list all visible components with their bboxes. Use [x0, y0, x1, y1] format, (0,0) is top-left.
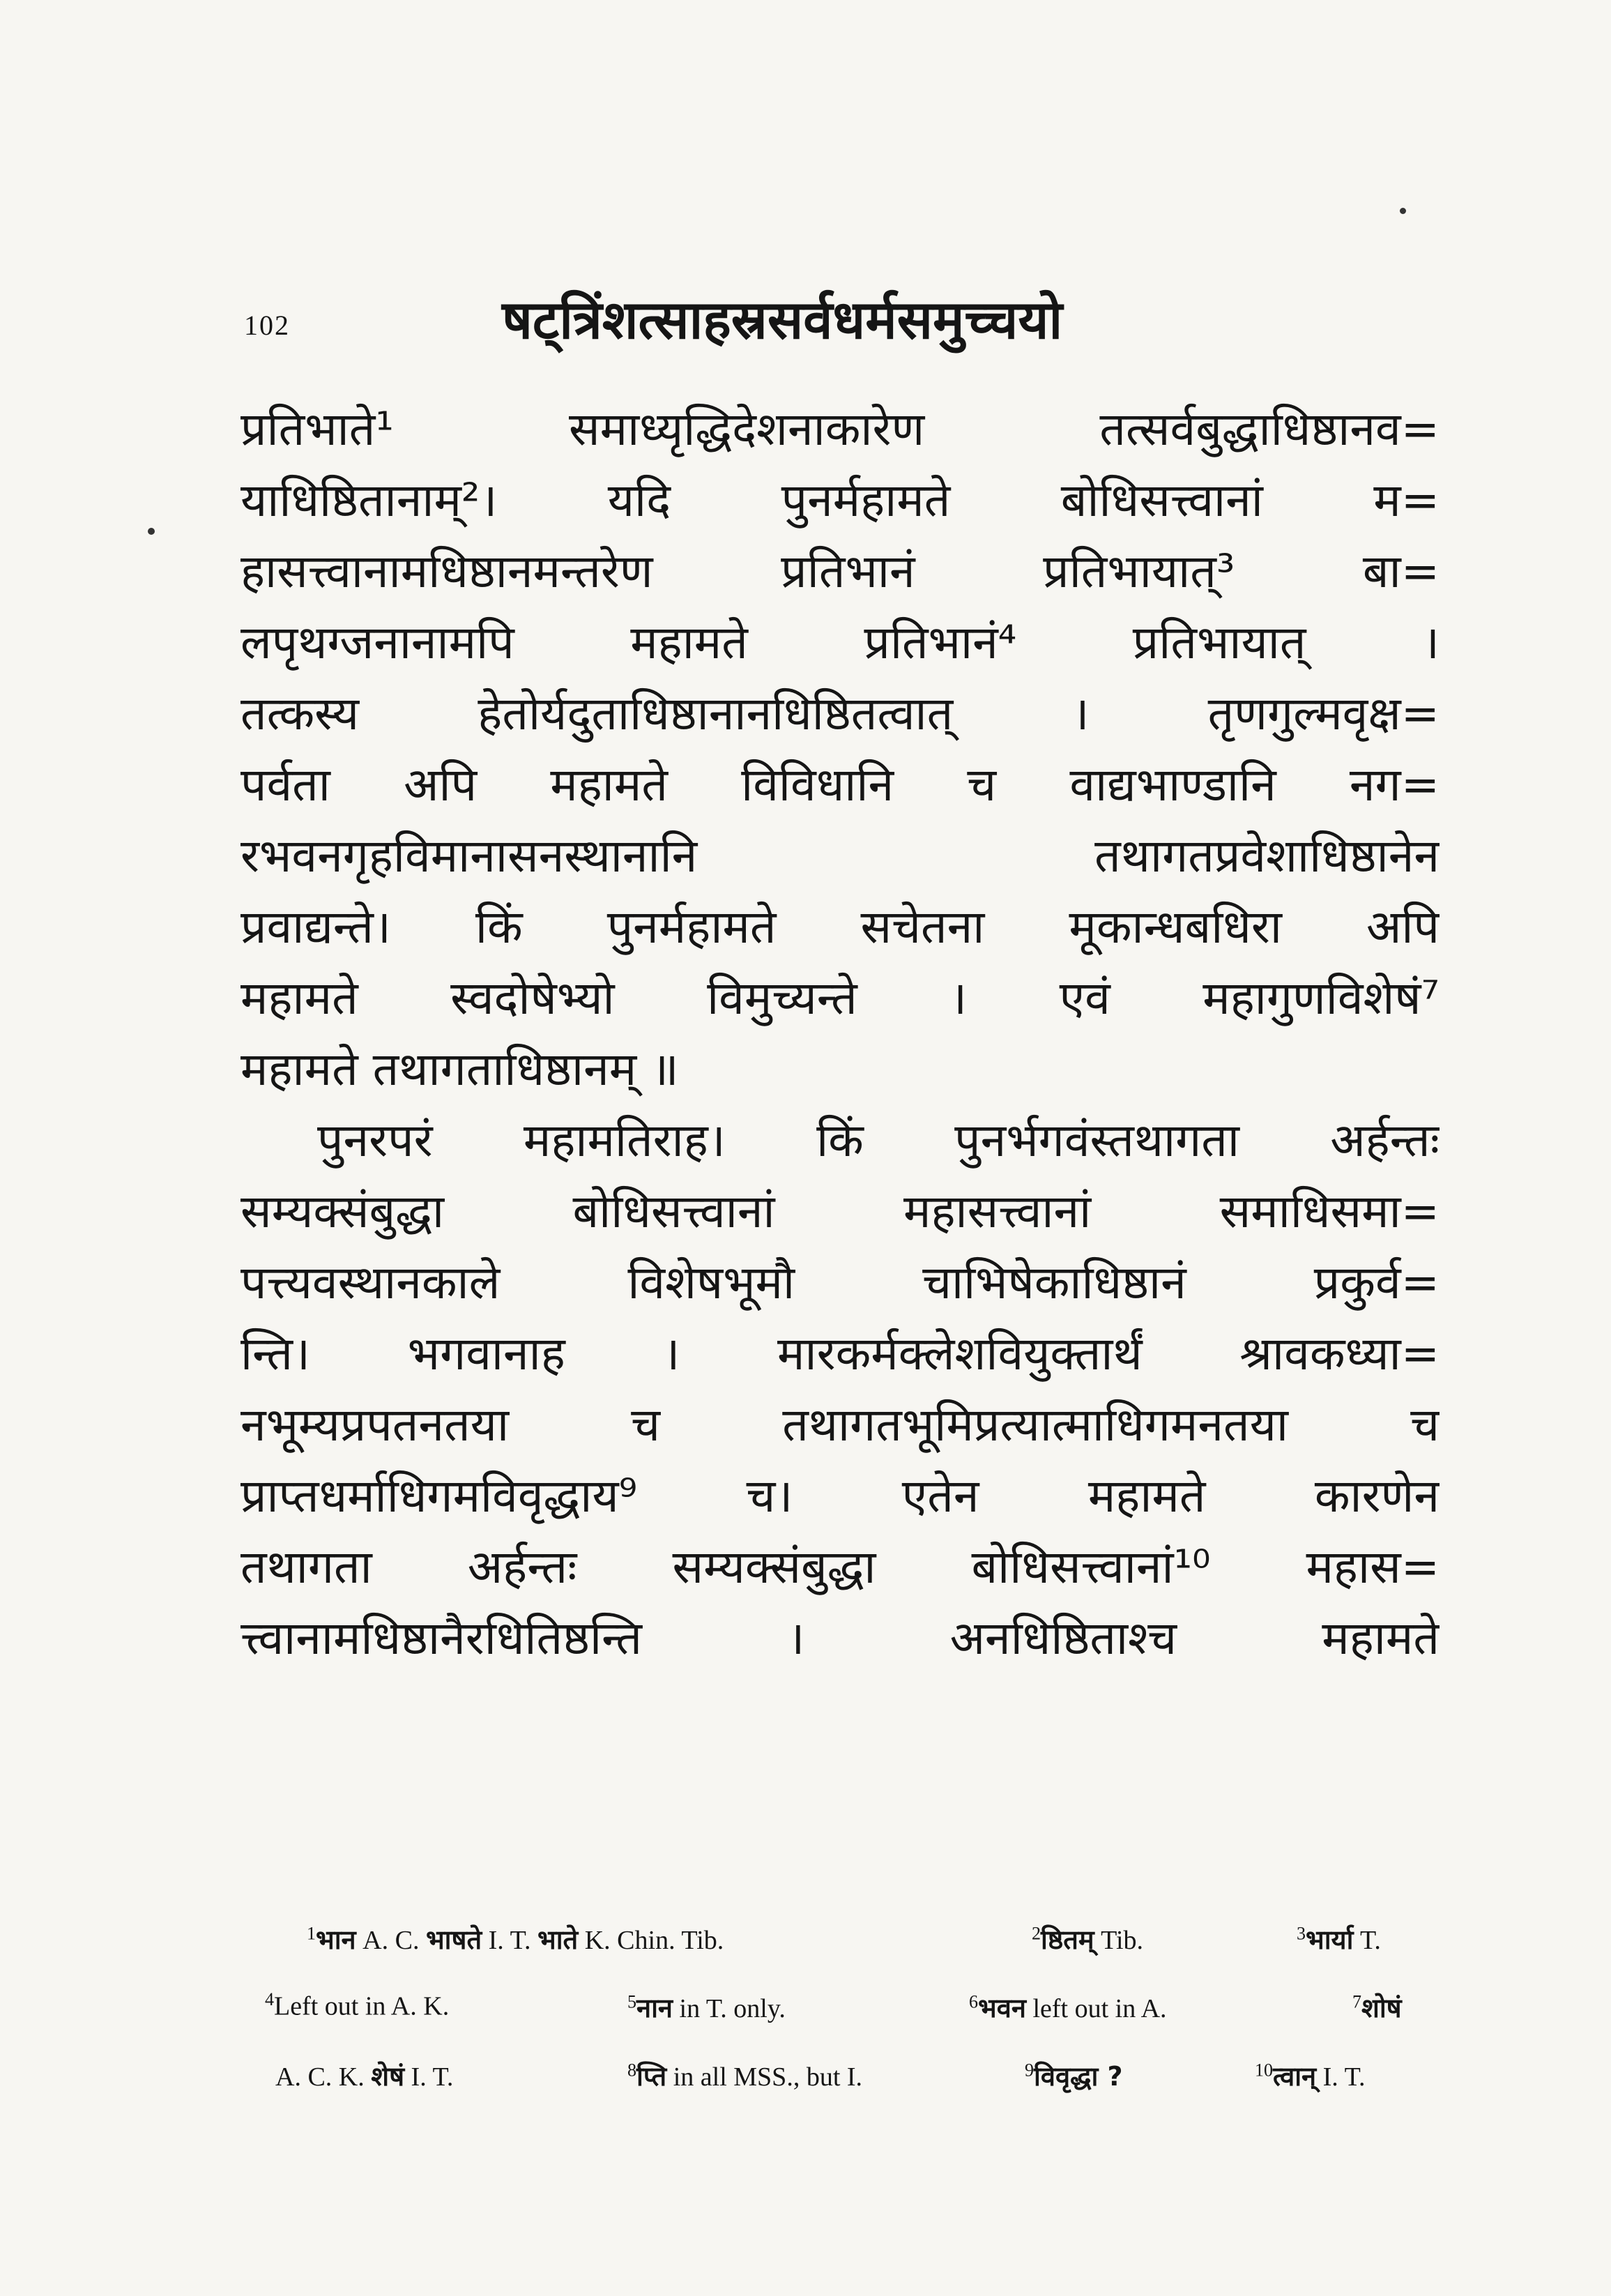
footnote-7: $^7$शोषं: [1352, 1991, 1402, 2023]
text-line: हासत्त्वानामधिष्ठानमन्तरेण प्रतिभानं प्रतिभायात्³ बा=: [240, 545, 1440, 598]
text-line: याधिष्ठितानाम्²। यदि पुनर्महामते बोधिसत्त्वानां म=: [240, 473, 1440, 527]
footnote-2: $^2$ष्ठितम् Tib.: [1032, 1923, 1144, 1955]
footnote-3: $^3$भार्या T.: [1297, 1923, 1381, 1955]
footnote-10: $^{10}$त्वान् I. T.: [1255, 2060, 1366, 2092]
text-line: नभूम्यप्रपतनतया च तथागतभूमिप्रत्यात्माधिगमनतया च: [240, 1398, 1440, 1452]
footnote-9: $^9$विवृद्धा ?: [1025, 2060, 1123, 2092]
body-text: [240, 401, 1440, 1681]
footnote-row: [265, 2051, 1440, 2101]
page-header: [237, 275, 1422, 359]
running-title: षट्त्रिंशत्साहस्रसर्वधर्मसमुच्चयो: [502, 289, 1063, 351]
footnote-8: $^8$प्ति in all MSS., but I.: [627, 2060, 863, 2092]
text-line: प्रवाद्यन्ते। किं पुनर्महामते सचेतना मूकान्धबधिरा अपि: [240, 900, 1440, 954]
text-line: त्त्वानामधिष्ठानैरधितिष्ठन्ति । अनधिष्ठिताश्च महामते: [240, 1611, 1440, 1665]
text-line: पर्वता अपि महामते विविधानि च वाद्यभाण्डानि नग=: [240, 758, 1440, 812]
text-line: तत्कस्य हेतोर्यदुताधिष्ठानानधिष्ठितत्वात् । तृणगुल्मवृक्ष=: [240, 687, 1440, 740]
text-line: रभवनगृहविमानासनस्थानानि तथागतप्रवेशाधिष्ठानेन: [240, 829, 1440, 883]
paragraph-start-line: पुनरपरं महामतिराह। किं पुनर्भगवंस्तथागता अर्हन्तः: [317, 1113, 1440, 1167]
text-line: महामते तथागताधिष्ठानम् ॥: [240, 1042, 679, 1096]
text-line: महामते स्वदोषेभ्यो विमुच्यन्ते । एवं महागुणविशेषं⁷: [240, 971, 1440, 1025]
ink-speck: [1400, 208, 1406, 214]
text-line: न्ति। भगवानाह । मारकर्मक्लेशवियुक्तार्थं श्रावकध्या=: [240, 1327, 1440, 1381]
text-line: तथागता अर्हन्तः सम्यक्संबुद्धा बोधिसत्त्वानां¹⁰ महास=: [240, 1540, 1440, 1594]
footnote-7-continued: A. C. K. शेषं I. T.: [275, 2061, 454, 2092]
text-line: लपृथग्जनानामपि महामते प्रतिभानं⁴ प्रतिभायात् ।: [240, 616, 1440, 669]
footnote-1: $^1$भान A. C. भाषते I. T. भाते K. Chin. Tib.: [307, 1923, 724, 1955]
text-line: सम्यक्संबुद्धा बोधिसत्त्वानां महासत्त्वानां समाधिसमा=: [240, 1185, 1440, 1238]
footnote-row: [265, 1982, 1440, 2032]
footnotes: [265, 1914, 1440, 2119]
footnote-4: $^4$Left out in A. K.: [265, 1989, 450, 2021]
ink-speck: [148, 528, 155, 535]
footnote-row: [265, 1914, 1440, 1964]
footnote-5: $^5$नान in T. only.: [627, 1991, 786, 2023]
text-line: प्रतिभाते¹ समाध्यृद्धिदेशनाकारेण तत्सर्वबुद्धाधिष्ठानव=: [240, 402, 1440, 456]
text-line: प्राप्तधर्माधिगमविवृद्धाय⁹ च। एतेन महामते कारणेन: [240, 1469, 1440, 1523]
page-number: 102: [244, 310, 290, 341]
footnote-6: $^6$भवन left out in A.: [969, 1991, 1167, 2023]
text-line: पत्त्यवस्थानकाले विशेषभूमौ चाभिषेकाधिष्ठानं प्रकुर्व=: [240, 1256, 1440, 1309]
